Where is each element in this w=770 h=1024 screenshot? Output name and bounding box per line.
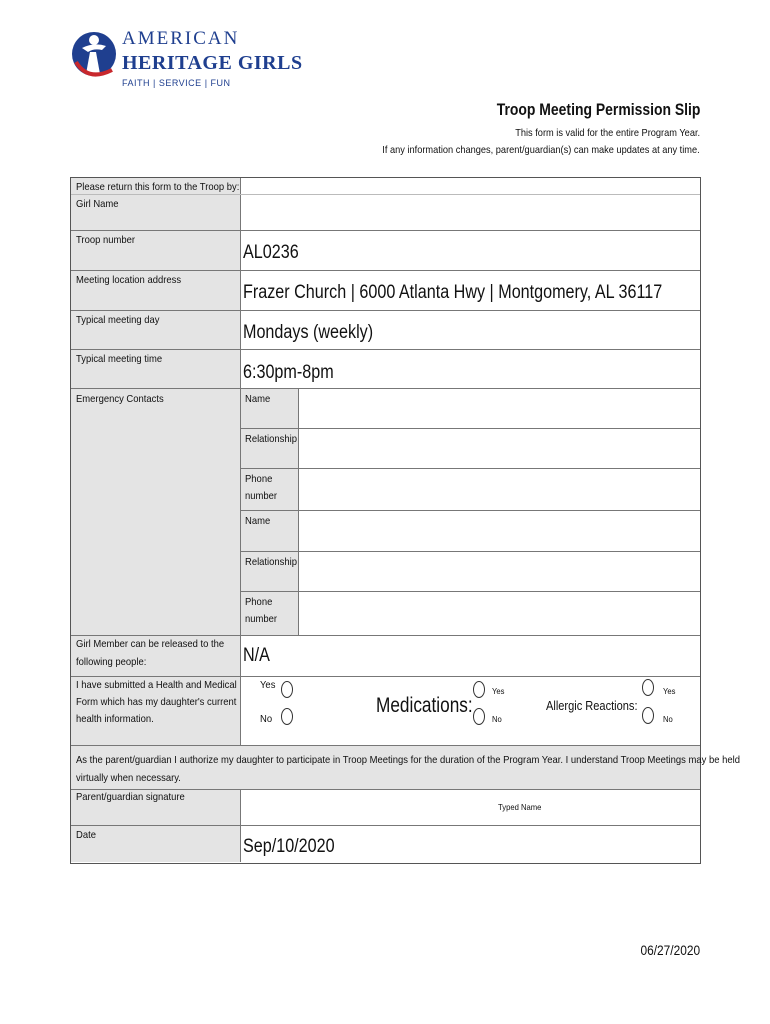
contact1-phone-label-2: number <box>245 490 278 502</box>
signature-field[interactable] <box>241 790 699 825</box>
health-label-line1: I have submitted a Health and Medical <box>76 679 237 691</box>
contact1-phone-label-1: Phone <box>245 473 273 485</box>
contact2-relationship-label: Relationship <box>245 556 298 568</box>
meeting-time-value[interactable]: 6:30pm-8pm <box>243 362 334 383</box>
meeting-location-label: Meeting location address <box>76 274 182 286</box>
authorization-line2: virtually when necessary. <box>76 772 181 784</box>
medications-no-label: No <box>492 714 502 724</box>
signature-label: Parent/guardian signature <box>76 791 185 803</box>
contact2-name-label: Name <box>245 515 271 527</box>
logo-text-heritage-girls: HERITAGE GIRLS <box>122 52 303 74</box>
medications-yes-label: Yes <box>492 686 505 696</box>
medications-no-radio[interactable] <box>473 708 485 725</box>
return-by-field[interactable] <box>241 178 699 194</box>
emergency-contacts-label: Emergency Contacts <box>76 393 164 405</box>
date-value[interactable]: Sep/10/2020 <box>243 836 335 857</box>
health-label-line2: Form which has my daughter's current <box>76 696 237 708</box>
contact2-phone-label-2: number <box>245 613 278 625</box>
meeting-location-value[interactable]: Frazer Church | 6000 Atlanta Hwy | Montgomery, AL 36117 <box>243 282 663 303</box>
return-by-label: Please return this form to the Troop by: <box>76 181 240 193</box>
contact1-phone-field[interactable] <box>299 469 699 510</box>
medications-yes-radio[interactable] <box>473 681 485 698</box>
release-value[interactable]: N/A <box>243 645 270 666</box>
health-yes-radio[interactable] <box>281 681 293 698</box>
allergic-reactions-label: Allergic Reactions: <box>546 698 638 713</box>
contact1-name-label: Name <box>245 393 271 405</box>
health-yes-label: Yes <box>260 679 276 691</box>
release-label-line2: following people: <box>76 656 147 668</box>
date-label: Date <box>76 829 96 841</box>
meeting-day-value[interactable]: Mondays (weekly) <box>243 322 374 343</box>
validity-note: This form is valid for the entire Program Year. <box>515 127 700 139</box>
page-title: Troop Meeting Permission Slip <box>496 100 700 119</box>
revision-date: 06/27/2020 <box>640 942 700 958</box>
allergic-yes-radio[interactable] <box>642 679 654 696</box>
allergic-no-label: No <box>663 714 673 724</box>
logo-text-american: AMERICAN <box>122 28 240 49</box>
health-no-radio[interactable] <box>281 708 293 725</box>
girl-name-field[interactable] <box>241 195 699 230</box>
allergic-no-radio[interactable] <box>642 707 654 724</box>
meeting-day-label: Typical meeting day <box>76 314 160 326</box>
contact2-phone-field[interactable] <box>299 592 699 635</box>
authorization-line1: As the parent/guardian I authorize my daughter to participate in Troop Meetings for the duration of the Program Year. I understand Troop Meetings may be held <box>76 754 741 766</box>
contact1-relationship-label: Relationship <box>245 433 298 445</box>
logo-tagline: FAITH | SERVICE | FUN <box>122 78 231 88</box>
health-label-line3: health information. <box>76 713 154 725</box>
girl-name-label: Girl Name <box>76 198 119 210</box>
release-label-line1: Girl Member can be released to the <box>76 638 225 650</box>
contact1-name-field[interactable] <box>299 389 699 428</box>
meeting-time-label: Typical meeting time <box>76 353 163 365</box>
contact2-name-field[interactable] <box>299 511 699 551</box>
contact2-phone-label-1: Phone <box>245 596 273 608</box>
health-no-label: No <box>260 713 273 725</box>
allergic-yes-label: Yes <box>663 686 676 696</box>
update-note: If any information changes, parent/guardian(s) can make updates at any time. <box>382 144 700 156</box>
medications-label: Medications: <box>376 694 473 717</box>
contact2-relationship-field[interactable] <box>299 552 699 591</box>
typed-name-caption: Typed Name <box>498 802 542 812</box>
troop-number-label: Troop number <box>76 234 136 246</box>
contact1-relationship-field[interactable] <box>299 429 699 468</box>
troop-number-value[interactable]: AL0236 <box>243 242 299 263</box>
